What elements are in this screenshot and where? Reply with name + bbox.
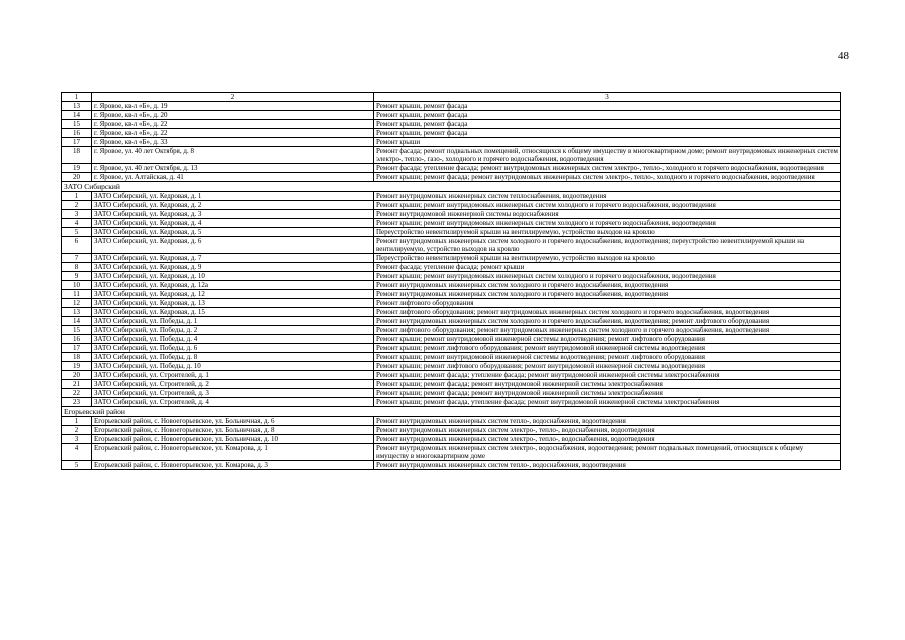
row-address: г. Яровое, ул. Алтайская, д. 41 (92, 173, 374, 182)
table-row (62, 219, 841, 228)
header-col-works: 3 (374, 93, 841, 102)
row-address: ЗАТО Сибирский, ул. Кедровая, д. 9 (92, 263, 374, 272)
row-number: 21 (62, 380, 92, 389)
row-works: Ремонт лифтового оборудования (374, 299, 841, 308)
row-works: Ремонт крыши; ремонт внутридомовой инженерной системы водоотведения; ремонт лифтового оборудования (374, 335, 841, 344)
table-row (62, 281, 841, 290)
row-address: Егорьевский район, с. Новоегорьевское, ул. Комарова, д. 1 (92, 444, 374, 461)
table-row (62, 389, 841, 398)
row-number: 19 (62, 164, 92, 173)
row-address: Егорьевский район, с. Новоегорьевское, ул. Больничная, д. 8 (92, 426, 374, 435)
row-works: Ремонт крыши; ремонт внутридомовой инженерной системы водоотведения; ремонт лифтового оборудования (374, 353, 841, 362)
row-works: Ремонт внутридомовых инженерных систем электро-, тепло-, водоснабжения, водоотведения (374, 435, 841, 444)
table-row (62, 237, 841, 254)
table-row (62, 210, 841, 219)
row-works: Ремонт крыши, ремонт фасада (374, 111, 841, 120)
table-row (62, 147, 841, 164)
row-works: Ремонт крыши; ремонт внутридомовых инженерных систем холодного и горячего водоснабжения, водоотведения (374, 219, 841, 228)
table-row (62, 435, 841, 444)
row-works: Ремонт крыши; ремонт фасада; ремонт внутридомовой инженерной системы электроснабжения (374, 380, 841, 389)
table-row (62, 272, 841, 281)
table-row (62, 362, 841, 371)
row-address: ЗАТО Сибирский, ул. Строителей, д. 4 (92, 398, 374, 407)
row-number: 11 (62, 290, 92, 299)
row-number: 23 (62, 398, 92, 407)
row-works: Ремонт крыши; ремонт внутридомовых инженерных систем холодного и горячего водоснабжения, водоотведения (374, 272, 841, 281)
table-row (62, 417, 841, 426)
row-works: Ремонт лифтового оборудования; ремонт внутридомовых инженерных систем холодного и горячего водоснабжения, водоотведения (374, 308, 841, 317)
table-row (62, 102, 841, 111)
row-number: 2 (62, 201, 92, 210)
row-address: ЗАТО Сибирский, ул. Кедровая, д. 4 (92, 219, 374, 228)
row-works: Ремонт крыши; ремонт фасада; ремонт внутридомовой инженерной системы электроснабжения (374, 389, 841, 398)
table-row (62, 353, 841, 362)
row-address: ЗАТО Сибирский, ул. Победы, д. 2 (92, 326, 374, 335)
row-address: г. Яровое, кв-л «Б», д. 22 (92, 129, 374, 138)
row-works: Ремонт внутридомовых инженерных систем холодного и горячего водоснабжения, водоотведения; ремонт лифтового оборудования (374, 317, 841, 326)
table-row (62, 290, 841, 299)
table-row (62, 335, 841, 344)
row-address: ЗАТО Сибирский, ул. Кедровая, д. 6 (92, 237, 374, 254)
table-row (62, 201, 841, 210)
row-address: Егорьевский район, с. Новоегорьевское, ул. Комарова, д. 3 (92, 461, 374, 470)
row-address: ЗАТО Сибирский, ул. Победы, д. 4 (92, 335, 374, 344)
row-number: 1 (62, 192, 92, 201)
table-row (62, 120, 841, 129)
row-number: 22 (62, 389, 92, 398)
table-row (62, 129, 841, 138)
table-row (62, 444, 841, 461)
row-address: г. Яровое, кв-л «Б», д. 22 (92, 120, 374, 129)
row-works: Ремонт внутридомовой инженерной системы водоснабжения (374, 210, 841, 219)
row-number: 1 (62, 417, 92, 426)
row-works: Ремонт крыши; ремонт фасада; утепление фасада; ремонт внутридомовой инженерной системы электроснабжения (374, 371, 841, 380)
row-number: 8 (62, 263, 92, 272)
table-row (62, 173, 841, 182)
table-body (62, 93, 841, 470)
row-works: Ремонт фасада; ремонт подвальных помещений, относящихся к общему имуществу в многоквартирном доме; ремонт внутридомовых инженерных систем электро-, тепло-, газо-, холодного и горячего водоснабжения, водоотведения (374, 147, 841, 164)
row-number: 10 (62, 281, 92, 290)
table-row (62, 192, 841, 201)
row-address: ЗАТО Сибирский, ул. Кедровая, д. 1 (92, 192, 374, 201)
header-col-address: 2 (92, 93, 374, 102)
row-number: 19 (62, 362, 92, 371)
row-number: 7 (62, 254, 92, 263)
row-address: ЗАТО Сибирский, ул. Строителей, д. 3 (92, 389, 374, 398)
row-number: 18 (62, 147, 92, 164)
row-number: 16 (62, 129, 92, 138)
table-row (62, 398, 841, 407)
row-works: Ремонт внутридомовых инженерных систем тепло-, водоснабжения, водоотведения (374, 461, 841, 470)
row-address: г. Яровое, кв-л «Б», д. 20 (92, 111, 374, 120)
row-number: 14 (62, 111, 92, 120)
row-address: ЗАТО Сибирский, ул. Победы, д. 10 (92, 362, 374, 371)
row-number: 4 (62, 219, 92, 228)
row-number: 18 (62, 353, 92, 362)
row-address: ЗАТО Сибирский, ул. Победы, д. 6 (92, 344, 374, 353)
row-address: Егорьевский район, с. Новоегорьевское, ул. Больничная, д. 6 (92, 417, 374, 426)
row-works: Ремонт внутридомовых инженерных систем электро-, водоснабжения, водоотведения; ремонт подвальных помещений, относящихся к общему имуществу в многоквартирном доме (374, 444, 841, 461)
row-works: Переустройство невентилируемой крыши на вентилируемую, устройство выходов на кровлю (374, 254, 841, 263)
row-works: Ремонт фасада; утепление фасада; ремонт крыши (374, 263, 841, 272)
row-works: Ремонт крыши (374, 138, 841, 147)
row-number: 20 (62, 173, 92, 182)
row-works: Ремонт внутридомовых инженерных систем электро-, тепло-, водоснабжения, водоотведения (374, 426, 841, 435)
row-number: 5 (62, 461, 92, 470)
row-address: ЗАТО Сибирский, ул. Кедровая, д. 3 (92, 210, 374, 219)
row-works: Ремонт крыши; ремонт лифтового оборудования; ремонт внутридомовой инженерной системы водоотведения (374, 362, 841, 371)
row-number: 3 (62, 210, 92, 219)
row-works: Ремонт внутридомовых инженерных систем холодного и горячего водоснабжения, водоотведения (374, 290, 841, 299)
row-address: ЗАТО Сибирский, ул. Кедровая, д. 15 (92, 308, 374, 317)
row-number: 4 (62, 444, 92, 461)
table-row (62, 380, 841, 389)
row-works: Ремонт крыши; ремонт фасада; ремонт внутридомовых инженерных систем электро-, тепло-, холодного и горячего водоснабжения, водоотведения (374, 173, 841, 182)
row-number: 5 (62, 228, 92, 237)
table-row (62, 254, 841, 263)
row-number: 20 (62, 371, 92, 380)
table-row (62, 308, 841, 317)
row-number: 13 (62, 102, 92, 111)
row-works: Ремонт крыши; ремонт внутридомовых инженерных систем холодного и горячего водоснабжения, водоотведения (374, 201, 841, 210)
row-works: Ремонт крыши; ремонт фасада, утепление фасада; ремонт внутридомовой инженерной системы электроснабжения (374, 398, 841, 407)
row-number: 15 (62, 326, 92, 335)
repair-program-table (61, 92, 841, 470)
row-works: Ремонт лифтового оборудования; ремонт внутридомовых инженерных систем холодного и горячего водоснабжения, водоотведения (374, 326, 841, 335)
table-header-row (62, 93, 841, 102)
row-works: Ремонт внутридомовых инженерных систем тепло-, водоснабжения, водоотведения (374, 417, 841, 426)
row-address: г. Яровое, кв-л «Б», д. 33 (92, 138, 374, 147)
row-address: ЗАТО Сибирский, ул. Кедровая, д. 13 (92, 299, 374, 308)
row-number: 9 (62, 272, 92, 281)
table-row (62, 228, 841, 237)
row-works: Ремонт крыши, ремонт фасада (374, 129, 841, 138)
section-row (62, 407, 841, 417)
row-number: 12 (62, 299, 92, 308)
row-address: ЗАТО Сибирский, ул. Кедровая, д. 12 (92, 290, 374, 299)
table-row (62, 344, 841, 353)
row-number: 16 (62, 335, 92, 344)
row-address: ЗАТО Сибирский, ул. Кедровая, д. 5 (92, 228, 374, 237)
row-number: 13 (62, 308, 92, 317)
row-address: ЗАТО Сибирский, ул. Строителей, д. 2 (92, 380, 374, 389)
section-row (62, 182, 841, 192)
row-works: Ремонт внутридомовых инженерных систем теплоснабжения, водоотведения (374, 192, 841, 201)
table-row (62, 426, 841, 435)
row-works: Ремонт внутридомовых инженерных систем холодного и горячего водоснабжения, водоотведения; переустройство невентилируемой крыши на вентилируемую, устройство выходов на кровлю (374, 237, 841, 254)
row-number: 14 (62, 317, 92, 326)
row-number: 3 (62, 435, 92, 444)
table-row (62, 164, 841, 173)
row-address: ЗАТО Сибирский, ул. Строителей, д. 1 (92, 371, 374, 380)
table-row (62, 263, 841, 272)
table-row (62, 371, 841, 380)
row-number: 17 (62, 344, 92, 353)
row-works: Ремонт фасада; утепление фасада; ремонт внутридомовых инженерных систем электро-, тепло-, холодного и горячего водоснабжения, водоотведения (374, 164, 841, 173)
row-works: Ремонт внутридомовых инженерных систем холодного и горячего водоснабжения, водоотведения (374, 281, 841, 290)
row-works: Ремонт крыши; ремонт лифтового оборудования; ремонт внутридомовой инженерной системы водоотведения (374, 344, 841, 353)
row-address: г. Яровое, ул. 40 лет Октября, д. 13 (92, 164, 374, 173)
row-address: ЗАТО Сибирский, ул. Победы, д. 1 (92, 317, 374, 326)
row-address: Егорьевский район, с. Новоегорьевское, ул. Больничная, д. 10 (92, 435, 374, 444)
row-number: 17 (62, 138, 92, 147)
row-address: ЗАТО Сибирский, ул. Кедровая, д. 12а (92, 281, 374, 290)
row-address: г. Яровое, кв-л «Б», д. 19 (92, 102, 374, 111)
page-number: 48 (838, 50, 849, 62)
row-number: 6 (62, 237, 92, 254)
table-row (62, 317, 841, 326)
row-works: Ремонт крыши, ремонт фасада (374, 120, 841, 129)
row-works: Ремонт крыши, ремонт фасада (374, 102, 841, 111)
row-address: г. Яровое, ул. 40 лет Октября, д. 8 (92, 147, 374, 164)
section-title: Егорьевский район (62, 407, 841, 417)
row-address: ЗАТО Сибирский, ул. Победы, д. 8 (92, 353, 374, 362)
table-row (62, 138, 841, 147)
row-number: 2 (62, 426, 92, 435)
header-col-number: 1 (62, 93, 92, 102)
row-address: ЗАТО Сибирский, ул. Кедровая, д. 10 (92, 272, 374, 281)
row-address: ЗАТО Сибирский, ул. Кедровая, д. 7 (92, 254, 374, 263)
table-row (62, 299, 841, 308)
table-row (62, 111, 841, 120)
table-row (62, 326, 841, 335)
table-row (62, 461, 841, 470)
section-title: ЗАТО Сибирский (62, 182, 841, 192)
row-number: 15 (62, 120, 92, 129)
row-address: ЗАТО Сибирский, ул. Кедровая, д. 2 (92, 201, 374, 210)
row-works: Переустройство невентилируемой крыши на вентилируемую, устройство выходов на кровлю (374, 228, 841, 237)
